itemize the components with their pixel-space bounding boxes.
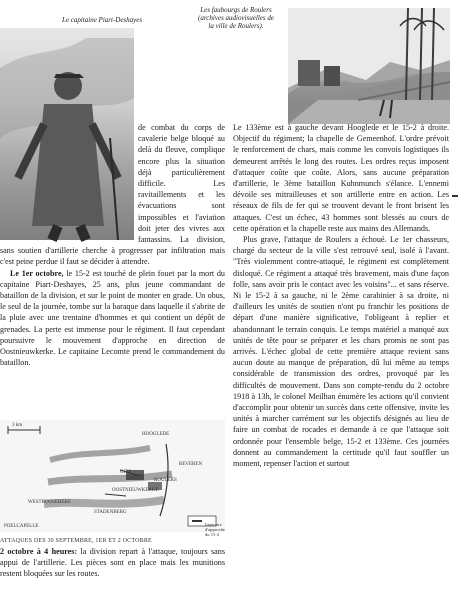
map-scale-label: 3 km (12, 423, 23, 428)
map-label-roulers: ROULERS (154, 478, 177, 483)
caption-street-line-3: la ville de Roulers). (208, 22, 264, 30)
date-label-1: Le 1er octobre, (10, 268, 64, 278)
map-caption: ATTAQUES DES 30 SEPTEMBRE, 1ER ET 2 OCTOBRE (0, 538, 152, 544)
right-paragraph-2: Plus grave, l'attaque de Roulers a échoué. Le 1er chasseurs, chargé du secteur de la ville s'est retrouvé seul, isolé à l'avant. "Très violemment contre-attaqué, le régiment est complètement disloqué. Ce régiment a attaqué très bravement, mais d'une façon folle, sans avoir pris le contact avec les voisins"... et sans réserve. Ni le 15-2 à sa gauche, ni le 2ème carabinier à sa droite, ni d'ailleurs les unités de soutien n'ont pu franchir les positions de départ d'une manière significative, l'obligeant à replier et abandonnant le terrain conquis. Le temps matériel a manqué aux unités de tête pour se préparer et les chars promis ne sont pas arrivés. L'échec global de cette première attaque revient sans aucun doute au manque de préparation, dû lui même au temps considérable de transmission des ordres, provoqué par les difficultés de mouvement. Dans son compte-rendu du 2 octobre 1918 à 13h, le colonel Meilhan énumère les actions qu'il convient d'accomplir pour obtenir un succès dans cette offensive, invite les unités à marcher carrément sur les objectifs désignés au lieu de faire un combat de rocades et demande à ce que l'attaque soit ordonnée pour l'ensemble belge, 15-2 et 133ème. Ces journées donnent au commandement la certitude qu'il faut souffler un moment, repenser l'action et surtout (233, 235, 449, 469)
map-label-oostnieuwkerke: OOSTNIEUWKERKE (112, 488, 159, 493)
page-edge-mark (452, 195, 458, 197)
date-label-2: 2 octobre à 4 heures: (0, 547, 78, 556)
left-bottom (0, 546, 225, 580)
left-paragraph-3-text: le 15-2 est touché de plein fouet par la mort du capitaine Piart-Deshayes, 25 ans, plus jeune commandant de bataillon de la division, et sur le point de monter en grade. Un obus, le seul de la journée, tombe sur la baraque dans laquelle il s'abrite de la pluie avec une trentaine d'hommes et qui contient un dépôt de grenades. La perte est immense pour le régiment. Il faut cependant poursuivre le mouvement d'approche en direction de Oostnieuwkerke. Le capitaine Lecomte prend le commandement du bataillon. (0, 268, 225, 368)
right-column (233, 122, 449, 469)
caption-street-line-1: Les faubourgs de Roulers (200, 6, 272, 14)
map (0, 420, 225, 537)
map-legend: Itinéraire d'approche du 15-2 (205, 522, 225, 537)
map-label-stadenberg: STADENBERG (94, 510, 127, 515)
left-column (0, 122, 225, 368)
map-label-gits: GITS (120, 470, 132, 475)
right-paragraph-1: Le 133ème est à gauche devant Hooglede et le 15-2 à droite. Objectif du régiment; la chapelle de Gemeenhof. L'ordre prévoit le renforcement de chars, mais comme les convois logistiques ils demeurent arrêtés le long des routes. Les ordres reçus imposent d'attaquer coûte que coûte. Alors, sans aucune préparation d'artillerie, le 3ème bataillon Kuhnmunch s'élance. L'ennemi dévoile ses mitrailleuses et son artillerie entre en action. Les réseaux de fils de fer qui se trouvent devant le front brisent les attaques. C'est un échec, 43 hommes sont blessés au cours de cette opération et la chapelle reste aux mains des Allemands. (233, 123, 449, 233)
left-bottom-paragraph (0, 546, 225, 580)
map-illustration (0, 420, 225, 532)
map-label-beveren: BEVEREN (179, 462, 203, 467)
map-label-poelcapelle: POELCAPELLE (4, 524, 39, 529)
map-label-westroosebeke: WESTROOSEBEKE (28, 500, 72, 505)
soldier-photo-wrap-space (0, 122, 138, 240)
caption-street-line-2: (archives audiovisuelles de (198, 14, 274, 22)
street-illustration (288, 8, 450, 124)
left-paragraph-3 (0, 268, 225, 369)
caption-street (196, 6, 276, 30)
left-bottom-text: la division repart à l'attaque, toujours sans appui de l'artillerie. Les pièces sont en place mais les munitions restent bloquées sur les routes. (0, 547, 225, 579)
left-paragraph-1: de combat du corps de cavalerie belge bloqué au delà du fleuve, complique encore plus la situation déjà particulièrement difficile. Les ravitaillements et les évacuations sont impossibles et l'aviation doit jeter des vivres aux fantassins. La division, sans soutien d'artillerie cherche à progresser par infiltration mais c'est peine perdue il faut se décider à attendre. (0, 123, 225, 267)
street-photo (288, 8, 450, 124)
caption-soldier: Le capitaine Piart-Deshayes (62, 16, 143, 24)
map-label-hooglede: HOOGLEDE (142, 432, 170, 437)
